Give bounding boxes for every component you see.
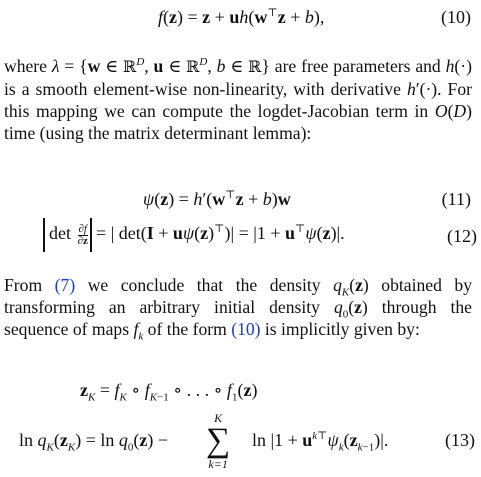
sum-lower-limit: k=1 — [208, 457, 228, 471]
equation-number-10: (10) — [441, 7, 471, 27]
equation-number-13: (13) — [445, 430, 475, 450]
paragraph-density: From (7) we conclude that the density $q_K(z)$ obtained by transforming an arbitrary initial density $q_0(z)$ through the sequence of maps $f_k$ of the form (10) is implicitly given by: — [4, 275, 472, 343]
equation-12: det $\frac{\partial f}{\partial z}$ = | det(I + uψ(z)⊤)| = |1 + u⊤ψ(z)|. — [43, 218, 345, 252]
equation-10: f(z) = z + uh(w⊤z + b), — [158, 7, 325, 27]
sum-symbol: ∑ — [206, 422, 231, 459]
reference-eq-7[interactable]: (7) — [54, 275, 76, 295]
equation-13-rhs: $\ln |1 + u^{k⊤}\psi_k(z_{k-1})|$. — [252, 430, 389, 454]
paragraph-intro: where λ = {w ∈ ℝ$^D$, u ∈ ℝ$^D$, b ∈ ℝ} are free parameters and h(·) is a smooth element-wise non-linearity, with derivative h′(·). For this mapping we can compute the logdet-Jacobian term in O(D) time (using the matrix determinant lemma): — [4, 56, 473, 143]
equation-number-12: (12) — [447, 226, 477, 246]
reference-eq-10[interactable]: (10) — [231, 319, 261, 339]
summation — [206, 412, 230, 470]
equation-number-11: (11) — [441, 189, 471, 209]
equation-11: ψ(z) = h′(w⊤z + b)w — [143, 189, 291, 209]
sum-upper-limit: K — [214, 411, 223, 425]
equation-13-lhs: $\ln q_K(z_K) = \ln q_0(z)$ − — [19, 430, 169, 454]
equation-zk-composition: $z_K = f_K$ ∘ $f_{K-1}$ ∘ . . . ∘ $f_1(z)$ — [80, 380, 258, 404]
